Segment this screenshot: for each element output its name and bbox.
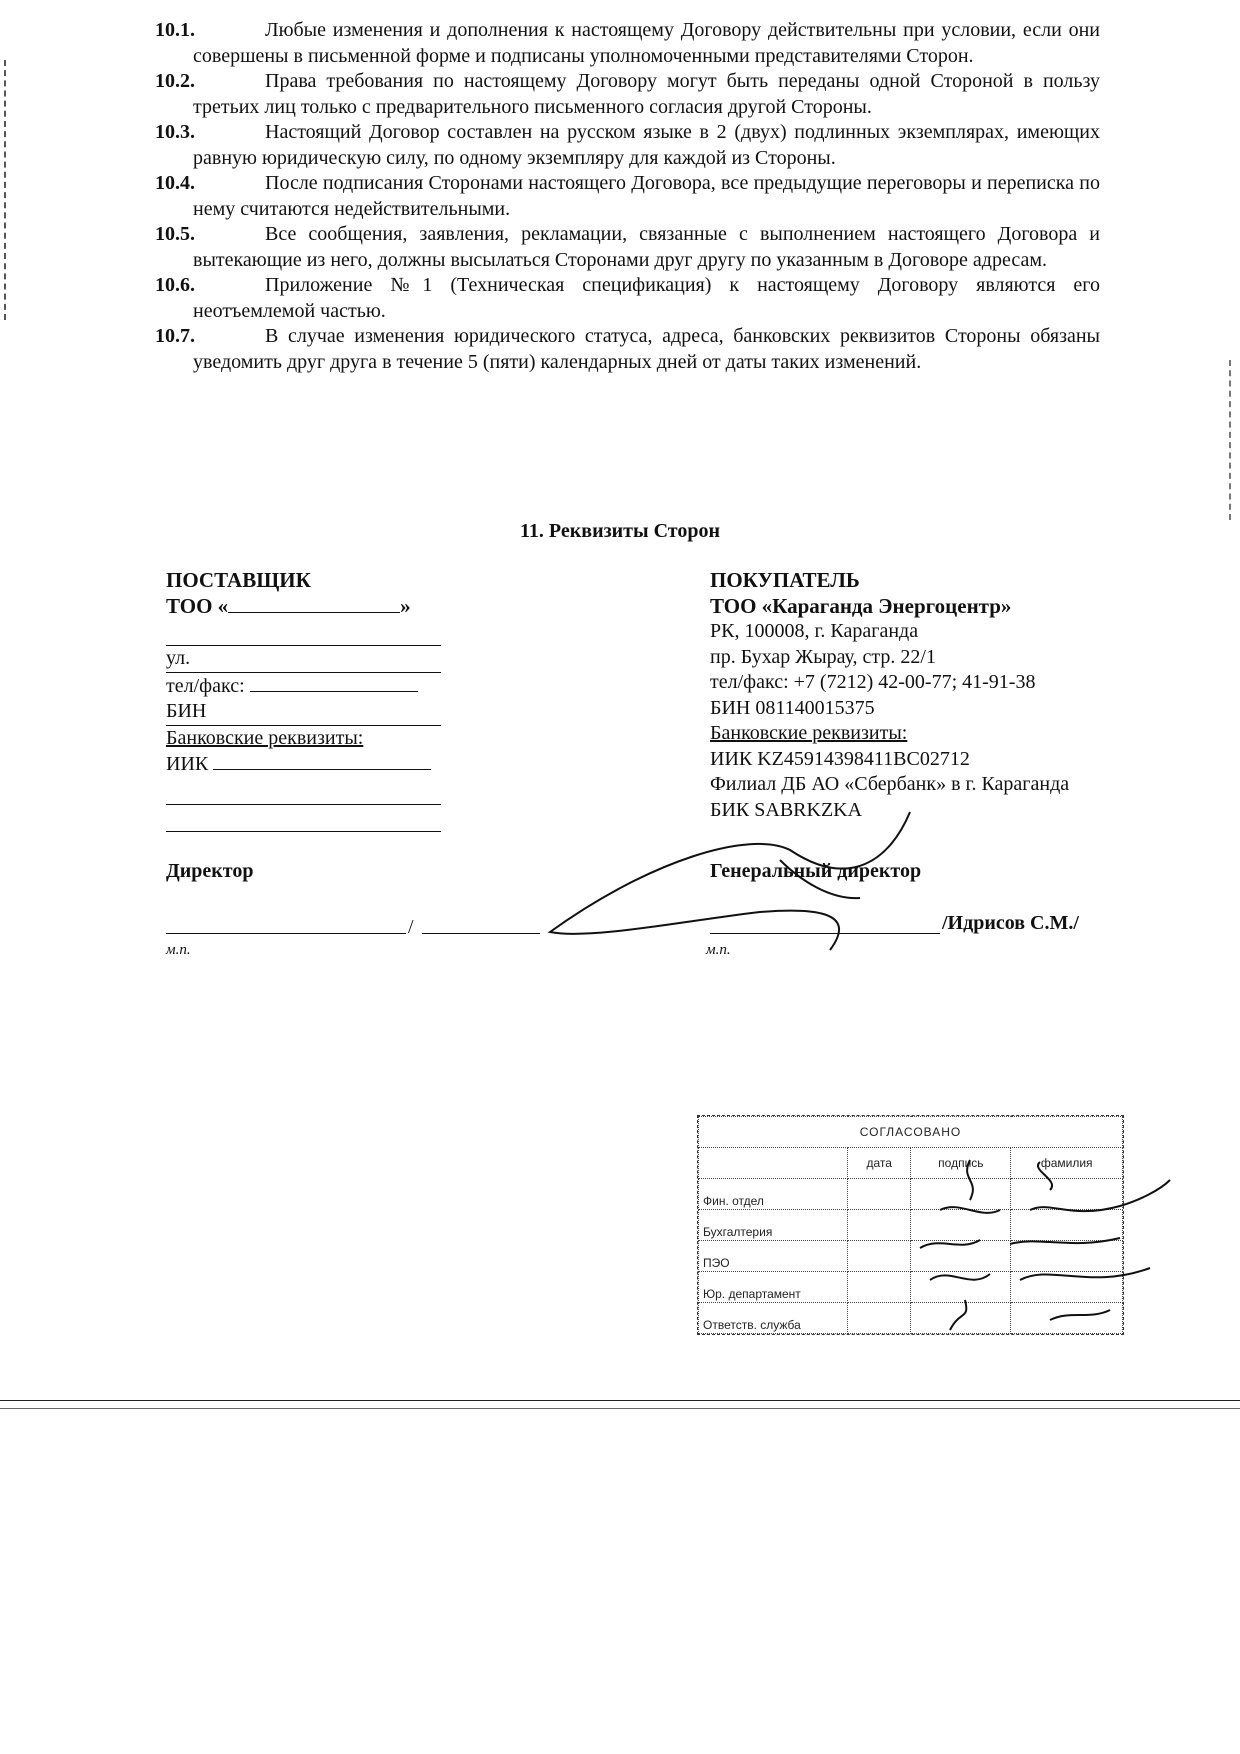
buyer-phone: тел/факс: +7 (7212) 42-00-77; 41-91-38 (710, 671, 1036, 693)
buyer-bik: БИК SABRKZKA (710, 798, 863, 821)
clause (155, 18, 1100, 69)
clause-number: 10.4. (155, 172, 195, 194)
supplier-signature-line (166, 933, 406, 934)
supplier-street-label: ул. (166, 647, 191, 669)
clause (155, 222, 1100, 273)
buyer-bank: Филиал ДБ АО «Сбербанк» в г. Караганда (710, 773, 1070, 795)
buyer-address-1: РК, 100008, г. Караганда (710, 620, 919, 642)
supplier-company-prefix: ТОО « (166, 593, 229, 618)
clause-number: 10.6. (155, 274, 195, 296)
clause-number: 10.7. (155, 325, 195, 347)
clause (155, 120, 1100, 171)
buyer-signature-image (530, 800, 950, 960)
buyer-heading: ПОКУПАТЕЛЬ (710, 568, 860, 592)
buyer-seal-label: м.п. (706, 942, 731, 958)
supplier-seal-label: м.п. (166, 942, 191, 958)
clause-text: Приложение №1 (Техническая спецификация) к настоящему Договору являются его неотъемлемой частью. (193, 274, 1100, 322)
scan-margin-marks (4, 60, 10, 320)
clause (155, 273, 1100, 324)
supplier-street (166, 646, 441, 673)
approval-row-label: Юр. департамент (699, 1272, 848, 1303)
approval-corner-cell (699, 1148, 848, 1179)
page-divider (0, 1400, 1240, 1401)
supplier-phone-label: тел/факс: (166, 674, 245, 697)
clause-text: В случае изменения юридического статуса, адреса, банковских реквизитов Стороны обязаны уведомить друг друга в течение 5 (пяти) календарных дней от даты таких изменений. (193, 325, 1100, 373)
supplier-signature-slash: / (408, 916, 414, 938)
clause-text: После подписания Сторонами настоящего Договора, все предыдущие переговоры и переписка по нему считаются недействительными. (193, 172, 1100, 220)
buyer-iik: ИИК KZ45914398411BC02712 (710, 747, 970, 770)
clause-text: Настоящий Договор составлен на русском языке в 2 (двух) подлинных экземплярах, имеющих равную юридическую силу, по одному экземпляру для каждой из Стороны. (193, 121, 1100, 169)
supplier-blank-line (166, 619, 441, 646)
clause-number: 10.1. (155, 19, 195, 41)
buyer-bin: БИН 081140015375 (710, 696, 875, 719)
clause-text: Все сообщения, заявления, рекламации, связанные с выполнением настоящего Договора и вытекающие из него, должны высылаться Сторонами друг другу по указанным в Договоре адресам. (193, 223, 1100, 271)
supplier-company-blank (228, 594, 400, 613)
approval-signatures-image (920, 1140, 1180, 1340)
supplier-company (166, 594, 466, 620)
page-divider-secondary (0, 1408, 1240, 1409)
clause (155, 171, 1100, 222)
supplier-bin (166, 699, 441, 726)
supplier-bank-label: Банковские реквизиты: (166, 726, 364, 749)
approval-row-label: Ответств. служба (699, 1303, 848, 1334)
buyer-block (710, 568, 1130, 823)
clause-text: Права требования по настоящему Договору могут быть переданы одной Стороной в пользу третьих лиц только с предварительного письменного согласия другой Стороны. (193, 70, 1100, 118)
supplier-name-line (422, 933, 540, 934)
section-title: 11. Реквизиты Сторон (520, 520, 720, 542)
supplier-phone (166, 673, 466, 700)
buyer-company: ТОО «Караганда Энергоцентр» (710, 593, 1012, 618)
buyer-bank-label: Банковские реквизиты: (710, 722, 908, 744)
supplier-company-suffix: » (400, 593, 411, 618)
clause-text: Любые изменения и дополнения к настоящему Договору действительны при условии, если они совершены в письменной форме и подписаны уполномоченными представителями Сторон. (193, 19, 1100, 67)
clause (155, 324, 1100, 375)
supplier-phone-blank (250, 673, 418, 692)
supplier-bin-label: БИН (166, 700, 207, 722)
buyer-address-2: пр. Бухар Жырау, стр. 22/1 (710, 645, 936, 668)
supplier-signer-title: Директор (166, 860, 254, 882)
supplier-blank-line (166, 778, 441, 805)
supplier-heading: ПОСТАВЩИК (166, 568, 311, 592)
clauses-list (155, 18, 1100, 375)
clause-number: 10.2. (155, 70, 195, 92)
supplier-iik-label: ИИК (166, 753, 209, 775)
approval-col-header: дата (848, 1148, 911, 1179)
supplier-blank-line (166, 805, 441, 832)
clause-number: 10.5. (155, 223, 195, 245)
clause (155, 69, 1100, 120)
supplier-iik-blank (213, 751, 431, 770)
supplier-iik (166, 751, 466, 778)
approval-row-label: ПЭО (699, 1241, 848, 1272)
supplier-block (166, 568, 466, 832)
clause-number: 10.3. (155, 121, 195, 143)
approval-title: СОГЛАСОВАНО (699, 1117, 1123, 1148)
scan-margin-marks-right (1229, 360, 1234, 520)
buyer-signer-name: /Идрисов С.М./ (942, 912, 1079, 934)
approval-row-label: Фин. отдел (699, 1179, 848, 1210)
approval-col-header: фамилия (1011, 1148, 1123, 1179)
approval-row-label: Бухгалтерия (699, 1210, 848, 1241)
buyer-signer-title: Генеральный директор (710, 860, 922, 882)
approval-col-header: подпись (911, 1148, 1011, 1179)
